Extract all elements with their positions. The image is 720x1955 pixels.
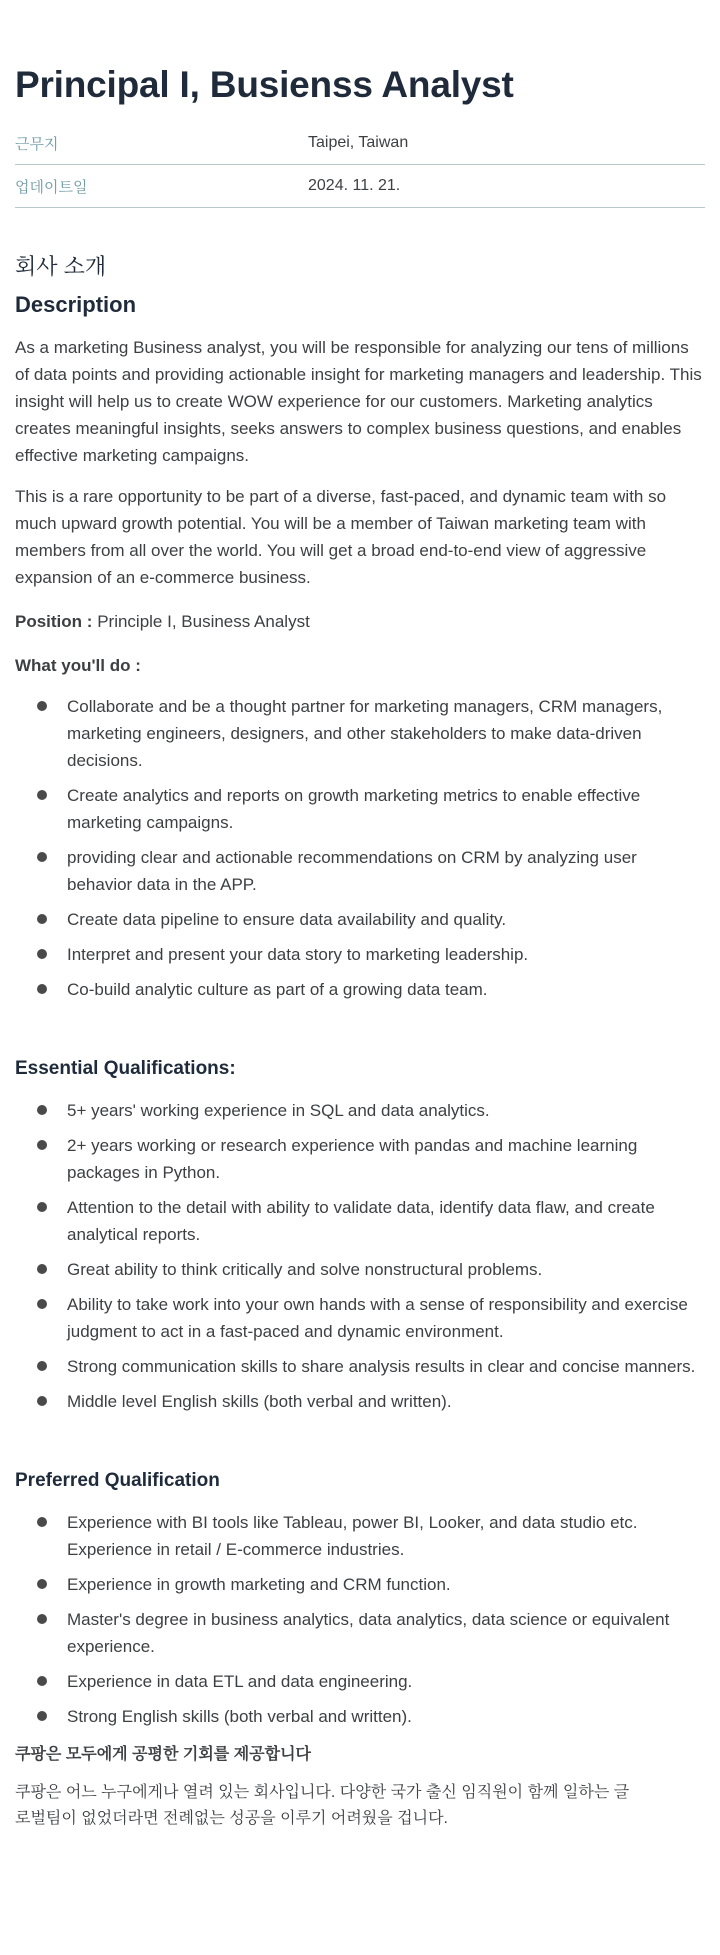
list-item-text: Attention to the detail with ability to validate data, identify data flaw, and create analytical reports. [67,1198,655,1244]
list-item-text: Great ability to think critically and solve nonstructural problems. [67,1260,543,1279]
bullet-icon [37,1202,47,1212]
list-item [15,1703,705,1730]
bullet-icon [37,1140,47,1150]
what-you-do-title: What you'll do : [15,656,141,675]
list-item-text: Create analytics and reports on growth marketing metrics to enable effective marketing campaigns. [67,786,641,832]
what-you-do-list [15,693,705,1003]
preferred-qualification-list [15,1509,705,1730]
list-item-text: providing clear and actionable recommendations on CRM by analyzing user behavior data in the APP. [67,848,637,894]
list-item [15,1194,705,1248]
equal-opportunity-title: 쿠팡은 모두에게 공평한 기회를 제공합니다 [15,1746,311,1763]
list-item [15,1097,705,1124]
list-item-text: 2+ years working or research experience with pandas and machine learning packages in Python. [67,1136,638,1182]
bullet-icon [37,1676,47,1686]
bullet-icon [37,949,47,959]
list-item [15,1668,705,1695]
bullet-icon [37,1711,47,1721]
bullet-icon [37,1517,47,1527]
list-item-text: Interpret and present your data story to marketing leadership. [67,945,529,964]
essential-qualifications-list [15,1097,705,1415]
equal-opportunity-text: 쿠팡은 어느 누구에게나 열려 있는 회사입니다. 다양한 국가 출신 임직원이 함께 일하는 글로벌팀이 없었더라면 전례없는 성공을 이루기 어려웠을 겁니다. [15,1784,630,1827]
description-paragraph: This is a rare opportunity to be part of a diverse, fast-paced, and dynamic team with so much upward growth potential. You will be a member of Taiwan marketing team with members from all over the world. You will get a broad end-to-end view of aggressive expansion of an e-commerce business. [15,487,667,587]
list-item [15,782,705,836]
list-item-text: Experience in data ETL and data engineering. [67,1672,413,1691]
bullet-icon [37,1396,47,1406]
list-item-text: Collaborate and be a thought partner for marketing managers, CRM managers, marketing engineers, designers, and other stakeholders to make data-driven decisions. [67,697,663,770]
list-item-text: Create data pipeline to ensure data availability and quality. [67,910,507,929]
bullet-icon [37,701,47,711]
bullet-icon [37,1299,47,1309]
updated-label: 업데이트일 [15,178,88,196]
list-item [15,1388,705,1415]
bullet-icon [37,852,47,862]
list-item [15,941,705,968]
description-heading: Description [15,292,137,317]
bullet-icon [37,1361,47,1371]
job-meta-table [15,122,705,208]
bullet-icon [37,1264,47,1274]
list-item [15,1353,705,1380]
essential-qualifications-title: Essential Qualifications: [15,1058,236,1079]
location-label: 근무지 [15,135,59,153]
bullet-icon [37,914,47,924]
bullet-icon [37,1105,47,1115]
location-value: Taipei, Taiwan [308,134,409,151]
location-row [15,122,705,165]
list-item [15,1606,705,1660]
list-item [15,1132,705,1186]
list-item-text: Co-build analytic culture as part of a growing data team. [67,980,488,999]
list-item-text: Strong English skills (both verbal and written). [67,1707,412,1726]
position-line [15,608,705,635]
list-item [15,693,705,774]
bullet-icon [37,1579,47,1589]
bullet-icon [37,1614,47,1624]
list-item [15,906,705,933]
company-intro-heading: 회사 소개 [15,254,107,279]
list-item [15,1571,705,1598]
bullet-icon [37,790,47,800]
updated-value: 2024. 11. 21. [308,177,401,194]
list-item [15,1291,705,1345]
list-item-text: Experience with BI tools like Tableau, power BI, Looker, and data studio etc. Experience in retail / E-commerce industries. [67,1513,638,1559]
position-label: Position : [15,612,93,631]
updated-row [15,165,705,208]
position-value: Principle I, Business Analyst [97,612,310,631]
list-item [15,1256,705,1283]
list-item-text: Strong communication skills to share analysis results in clear and concise manners. [67,1357,696,1376]
preferred-qualification-title: Preferred Qualification [15,1470,220,1491]
list-item-text: Experience in growth marketing and CRM function. [67,1575,451,1594]
bullet-icon [37,984,47,994]
list-item [15,1509,705,1563]
list-item [15,976,705,1003]
list-item-text: Middle level English skills (both verbal and written). [67,1392,452,1411]
list-item-text: Ability to take work into your own hands with a sense of responsibility and exercise judgment to act in a fast-paced and dynamic environment. [67,1295,688,1341]
list-item-text: Master's degree in business analytics, data analytics, data science or equivalent experience. [67,1610,670,1656]
list-item [15,844,705,898]
list-item-text: 5+ years' working experience in SQL and data analytics. [67,1101,490,1120]
description-paragraph: As a marketing Business analyst, you will be responsible for analyzing our tens of millions of data points and providing actionable insight for marketing managers and leadership. This insight will help us to create WOW experience for our customers. Marketing analytics creates meaningful insights, seeks answers to complex business questions, and enables effective marketing campaigns. [15,338,702,465]
job-title: Principal I, Busienss Analyst [15,64,514,105]
